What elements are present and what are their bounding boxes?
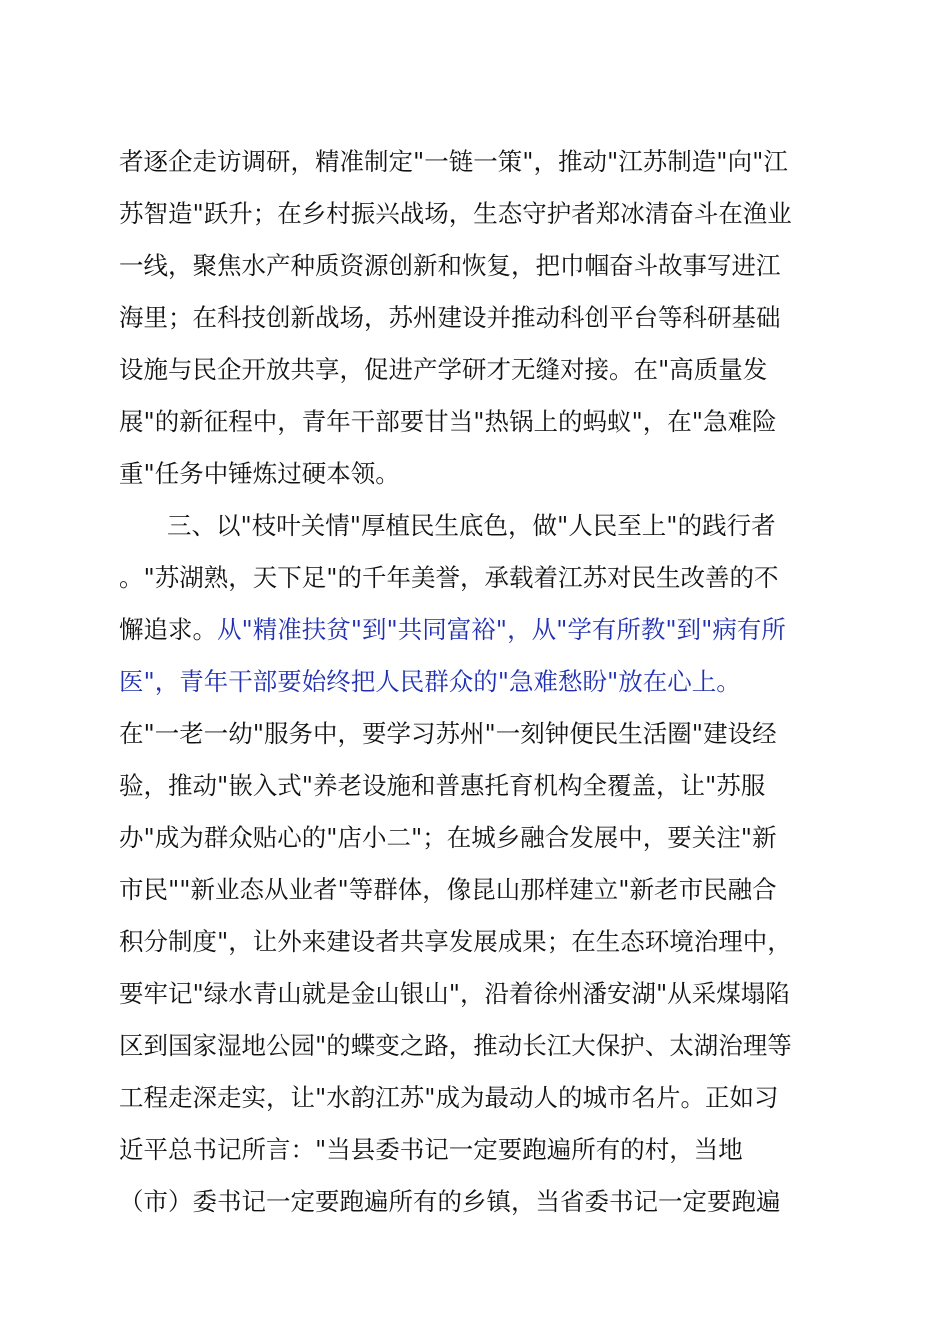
highlighted-text-1: 从"精准扶贫"到"共同富裕"，从"学有所教"到"病有所 (217, 615, 786, 644)
text-line-18: 区到国家湿地公园"的蝶变之路，推动长江大保护、太湖治理等 (119, 1031, 792, 1060)
text-line-10-lead: 懈追求。 (119, 615, 217, 644)
text-line-17: 要牢记"绿水青山就是金山银山"，沿着徐州潘安湖"从采煤塌陷 (119, 979, 790, 1008)
text-line-12: 在"一老一幼"服务中，要学习苏州"一刻钟便民生活圈"建设经 (119, 719, 777, 748)
text-line-19: 工程走深走实，让"水韵江苏"成为最动人的城市名片。正如习 (119, 1083, 779, 1112)
text-line-7: 重"任务中锤炼过硬本领。 (119, 459, 400, 488)
highlighted-text-2: 医"，青年干部要始终把人民群众的"急难愁盼"放在心上。 (119, 667, 741, 696)
text-line-21: （市）委书记一定要跑遍所有的乡镇，当省委书记一定要跑遍 (119, 1187, 781, 1216)
text-line-5: 设施与民企开放共享，促进产学研才无缝对接。在"高质量发 (119, 355, 768, 384)
text-line-13: 验，推动"嵌入式"养老设施和普惠托育机构全覆盖，让"苏服 (119, 771, 766, 800)
text-line-15: 市民""新业态从业者"等群体，像昆山那样建立"新老市民融合 (119, 875, 777, 904)
text-line-10 (119, 604, 786, 656)
text-line-6: 展"的新征程中，青年干部要甘当"热锅上的蚂蚁"，在"急难险 (119, 407, 777, 436)
section-heading-line: 三、以"枝叶关情"厚植民生底色，做"人民至上"的践行者 (167, 511, 776, 540)
text-line-4: 海里；在科技创新战场，苏州建设并推动科创平台等科研基础 (119, 303, 781, 332)
text-line-3: 一线，聚焦水产种质资源创新和恢复，把巾帼奋斗故事写进江 (119, 251, 781, 280)
text-line-14: 办"成为群众贴心的"店小二"；在城乡融合发展中，要关注"新 (119, 823, 777, 852)
text-line-1: 者逐企走访调研，精准制定"一链一策"，推动"江苏制造"向"江 (119, 147, 788, 176)
text-line-16: 积分制度"，让外来建设者共享发展成果；在生态环境治理中， (119, 927, 792, 956)
text-line-2: 苏智造"跃升；在乡村振兴战场，生态守护者郑冰清奋斗在渔业 (119, 199, 792, 228)
text-line-20: 近平总书记所言："当县委书记一定要跑遍所有的村，当地 (119, 1135, 743, 1164)
text-line-9: 。"苏湖熟，天下足"的千年美誉，承载着江苏对民生改善的不 (119, 563, 779, 592)
